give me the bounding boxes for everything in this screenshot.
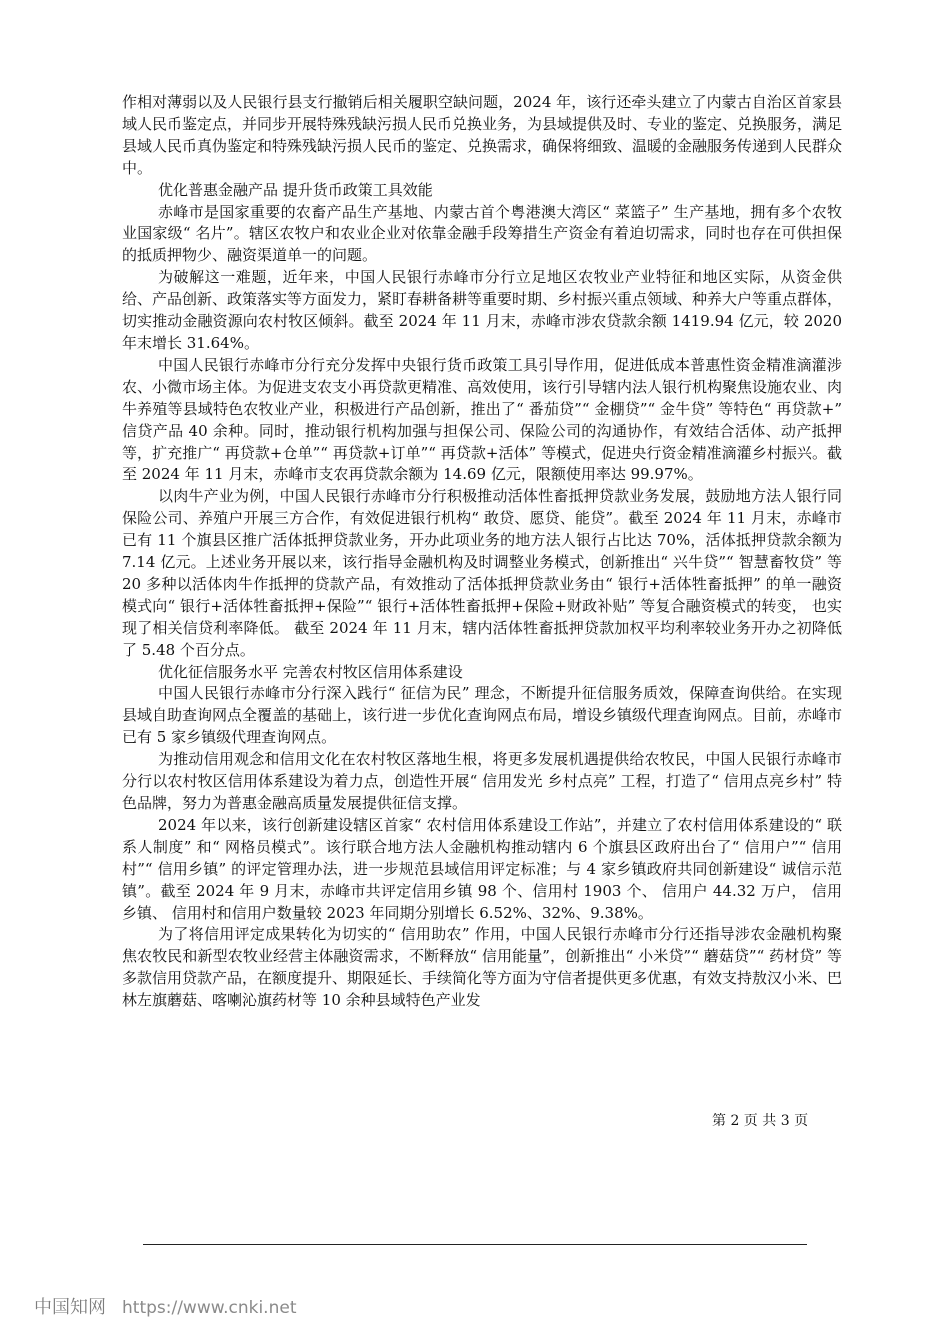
cnki-url: https://www.cnki.net (122, 1298, 297, 1318)
paragraph-8: 2024 年以来，该行创新建设辖区首家“ 农村信用体系建设工作站”，并建立了农村信用体系建设的“ 联系人制度” 和“ 网格员模式”。该行联合地方法人金融机构推动辖内 6 个旗县区政府出台了“ 信用户”“ 信用村”“ 信用乡镇” 的评定管理办法，进一步规范县域信用评定标准；与 4 家乡镇政府共同创新建设“ 诚信示范镇”。截至 2024 年 9 月末，赤峰市共评定信用乡镇 98 个、信用村 1903 个、 信用户 44.32 万户， 信用乡镇、 信用村和信用户数量较 2023 年同期分别增长 6.52%、32%、9.38%。 (122, 815, 842, 922)
paragraph-4: 中国人民银行赤峰市分行充分发挥中央银行货币政策工具引导作用，促进低成本普惠性资金精准滴灌涉农、小微市场主体。为促进支农支小再贷款更精准、高效使用，该行引导辖内法人银行机构聚焦设施农业、肉牛养殖等县域特色农牧业产业，积极进行产品创新，推出了“ 番茄贷”“ 金棚贷”“ 金牛贷” 等特色“ 再贷款+” 信贷产品 40 余种。同时，推动银行机构加强与担保公司、保险公司的沟通协作，有效结合活体、动产抵押等，扩充推广“ 再贷款+仓单”“ 再贷款+订单”“ 再贷款+活体” 等模式，促进央行资金精准滴灌乡村振兴。截至 2024 年 11 月末，赤峰市支农再贷款余额为 14.69 亿元，限额使用率达 99.97%。 (122, 355, 843, 484)
paragraph-1: 作相对薄弱以及人民银行县支行撤销后相关履职空缺问题，2024 年，该行还牵头建立了内蒙古自治区首家县域人民币鉴定点，并同步开展特殊残缺污损人民币兑换业务，为县域提供及时、专业的鉴定、兑换服务，满足县域人民币真伪鉴定和特殊残缺污损人民币的鉴定、兑换需求，确保将细致、温暖的金融服务传递到人民群众中。 (122, 93, 843, 177)
cnki-logo-text: 中国知网 (34, 1297, 106, 1318)
document-body (122, 92, 842, 1012)
cnki-watermark (34, 1293, 296, 1319)
section-heading-2: 优化征信服务水平 完善农村牧区信用体系建设 (158, 662, 463, 681)
page-number: 第 2 页 共 3 页 (712, 1113, 809, 1129)
paragraph-5: 以肉牛产业为例，中国人民银行赤峰市分行积极推动活体性畜抵押贷款业务发展，鼓励地方法人银行同保险公司、养殖户开展三方合作，有效促进银行机构“ 敢贷、愿贷、能贷”。截至 2024 年 11 月末，赤峰市已有 11 个旗县区推广活体抵押贷款业务，开办此项业务的地方法人银行占比达 70%，活体抵押贷款余额为 7.14 亿元。上述业务开展以来，该行指导金融机构及时调整业务模式，创新推出“ 兴牛贷”“ 智慧畜牧贷” 等 20 多种以活体肉牛作抵押的贷款产品，有效推动了活体抵押贷款业务由“ 银行+活体牲畜抵押” 的单一融资模式向“ 银行+活体牲畜抵押+保险”“ 银行+活体牲畜抵押+保险+财政补贴” 等复合融资模式的转变， 也实现了相关信贷利率降低。 截至 2024 年 11 月末，辖内活体牲畜抵押贷款加权平均利率较业务开办之初降低了 5.48 个百分点。 (122, 487, 842, 659)
section-heading-1: 优化普惠金融产品 提升货币政策工具效能 (158, 180, 433, 199)
paragraph-2: 赤峰市是国家重要的农畜产品生产基地、内蒙古首个粤港澳大湾区“ 菜篮子” 生产基地，拥有多个农牧业国家级“ 名片”。辖区农牧户和农业企业对依靠金融手段筹措生产资金有着迫切需求，同时也存在可供担保的抵质押物少、融资渠道单一的问题。 (122, 202, 842, 265)
paragraph-9: 为了将信用评定成果转化为切实的“ 信用助农” 作用，中国人民银行赤峰市分行还指导涉农金融机构聚焦农牧民和新型农牧业经营主体融资需求，不断释放“ 信用能量”，创新推出“ 小米贷”“ 蘑菇贷”“ 药材贷” 等多款信用贷款产品，在额度提升、期限延长、手续简化等方面为守信者提供更多优惠，有效支持敖汉小米、巴林左旗蘑菇、喀喇沁旗药材等 10 余种县域特色产业发 (122, 925, 843, 1010)
paragraph-6: 中国人民银行赤峰市分行深入践行“ 征信为民” 理念，不断提升征信服务质效，保障查询供给。在实现县域自助查询网点全覆盖的基础上，该行进一步优化查询网点布局，增设乡镇级代理查询网点。目前，赤峰市已有 5 家乡镇级代理查询网点。 (122, 684, 843, 747)
footer-divider (143, 1244, 807, 1245)
paragraph-7: 为推动信用观念和信用文化在农村牧区落地生根，将更多发展机遇提供给农牧民，中国人民银行赤峰市分行以农村牧区信用体系建设为着力点，创造性开展“ 信用发光 乡村点亮” 工程，打造了“ 信用点亮乡村” 特色品牌，努力为普惠金融高质量发展提供征信支撑。 (122, 750, 842, 812)
paragraph-3: 为破解这一难题，近年来，中国人民银行赤峰市分行立足地区农牧业产业特征和地区实际，从资金供给、产品创新、政策落实等方面发力，紧盯春耕备耕等重要时期、乡村振兴重点领域、种养大户等重点群体，切实推动金融资源向农村牧区倾斜。截至 2024 年 11 月末，赤峰市涉农贷款余额 1419.94 亿元，较 2020 年末增长 31.64%。 (122, 268, 843, 352)
